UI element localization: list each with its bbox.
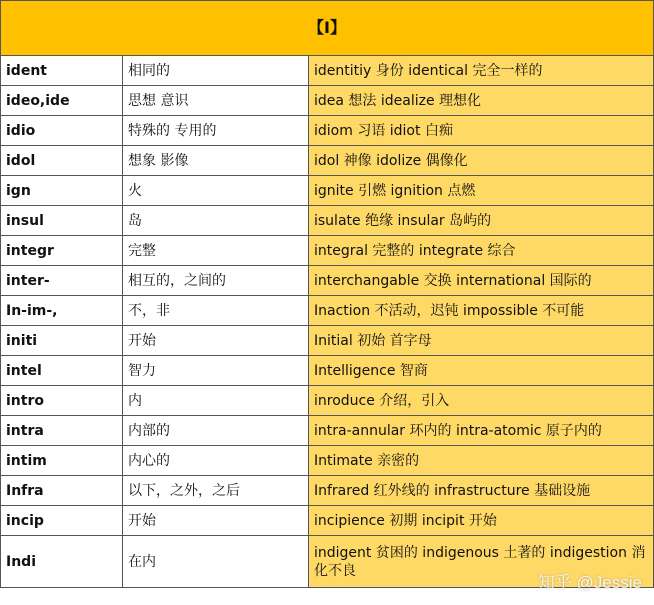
- meaning-cell: 以下，之外，之后: [123, 476, 309, 506]
- root-cell: idol: [1, 146, 123, 176]
- table-header-row: [1, 1, 654, 56]
- table-row: [1, 476, 654, 506]
- examples-cell: idiom 习语 idiot 白痴: [309, 116, 654, 146]
- table-row: [1, 446, 654, 476]
- examples-cell: idol 神像 idolize 偶像化: [309, 146, 654, 176]
- meaning-cell: 内: [123, 386, 309, 416]
- meaning-cell: 相互的，之间的: [123, 266, 309, 296]
- examples-cell: Infrared 红外线的 infrastructure 基础设施: [309, 476, 654, 506]
- meaning-cell: 想象 影像: [123, 146, 309, 176]
- table-title: 【I】: [1, 1, 654, 56]
- table-row: [1, 416, 654, 446]
- root-cell: Infra: [1, 476, 123, 506]
- table-row: [1, 536, 654, 588]
- root-cell: incip: [1, 506, 123, 536]
- root-cell: ign: [1, 176, 123, 206]
- root-cell: ident: [1, 56, 123, 86]
- examples-cell: Initial 初始 首字母: [309, 326, 654, 356]
- root-cell: intel: [1, 356, 123, 386]
- table-row: [1, 386, 654, 416]
- root-cell: insul: [1, 206, 123, 236]
- examples-cell: inroduce 介绍，引入: [309, 386, 654, 416]
- meaning-cell: 岛: [123, 206, 309, 236]
- meaning-cell: 相同的: [123, 56, 309, 86]
- examples-cell: ignite 引燃 ignition 点燃: [309, 176, 654, 206]
- meaning-cell: 开始: [123, 506, 309, 536]
- examples-cell: interchangable 交换 international 国际的: [309, 266, 654, 296]
- meaning-cell: 火: [123, 176, 309, 206]
- table-row: [1, 296, 654, 326]
- watermark: 知乎 @Jessie: [537, 573, 642, 592]
- table-row: [1, 326, 654, 356]
- meaning-cell: 内心的: [123, 446, 309, 476]
- meaning-cell: 在内: [123, 536, 309, 588]
- table-row: [1, 506, 654, 536]
- root-cell: In-im-,: [1, 296, 123, 326]
- table-row: [1, 236, 654, 266]
- table-row: [1, 356, 654, 386]
- examples-cell: Intimate 亲密的: [309, 446, 654, 476]
- table-row: [1, 116, 654, 146]
- root-cell: idio: [1, 116, 123, 146]
- table-row: [1, 206, 654, 236]
- table-row: [1, 86, 654, 116]
- root-cell: intim: [1, 446, 123, 476]
- root-cell: integr: [1, 236, 123, 266]
- meaning-cell: 完整: [123, 236, 309, 266]
- examples-cell: intra-annular 环内的 intra-atomic 原子内的: [309, 416, 654, 446]
- examples-cell: integral 完整的 integrate 综合: [309, 236, 654, 266]
- meaning-cell: 内部的: [123, 416, 309, 446]
- table-row: [1, 266, 654, 296]
- table-row: [1, 146, 654, 176]
- examples-cell: incipience 初期 incipit 开始: [309, 506, 654, 536]
- examples-cell: isulate 绝缘 insular 岛屿的: [309, 206, 654, 236]
- root-cell: intra: [1, 416, 123, 446]
- examples-cell: Inaction 不活动，迟钝 impossible 不可能: [309, 296, 654, 326]
- examples-cell: idea 想法 idealize 理想化: [309, 86, 654, 116]
- meaning-cell: 智力: [123, 356, 309, 386]
- meaning-cell: 不，非: [123, 296, 309, 326]
- root-cell: inter-: [1, 266, 123, 296]
- examples-cell: Intelligence 智商: [309, 356, 654, 386]
- meaning-cell: 特殊的 专用的: [123, 116, 309, 146]
- root-cell: Indi: [1, 536, 123, 588]
- meaning-cell: 思想 意识: [123, 86, 309, 116]
- root-cell: intro: [1, 386, 123, 416]
- root-cell: initi: [1, 326, 123, 356]
- examples-cell: identitiy 身份 identical 完全一样的: [309, 56, 654, 86]
- meaning-cell: 开始: [123, 326, 309, 356]
- table-row: [1, 176, 654, 206]
- table-row: [1, 56, 654, 86]
- examples-cell: indigent 贫困的 indigenous 土著的 indigestion 消化不良: [309, 536, 654, 588]
- root-cell: ideo,ide: [1, 86, 123, 116]
